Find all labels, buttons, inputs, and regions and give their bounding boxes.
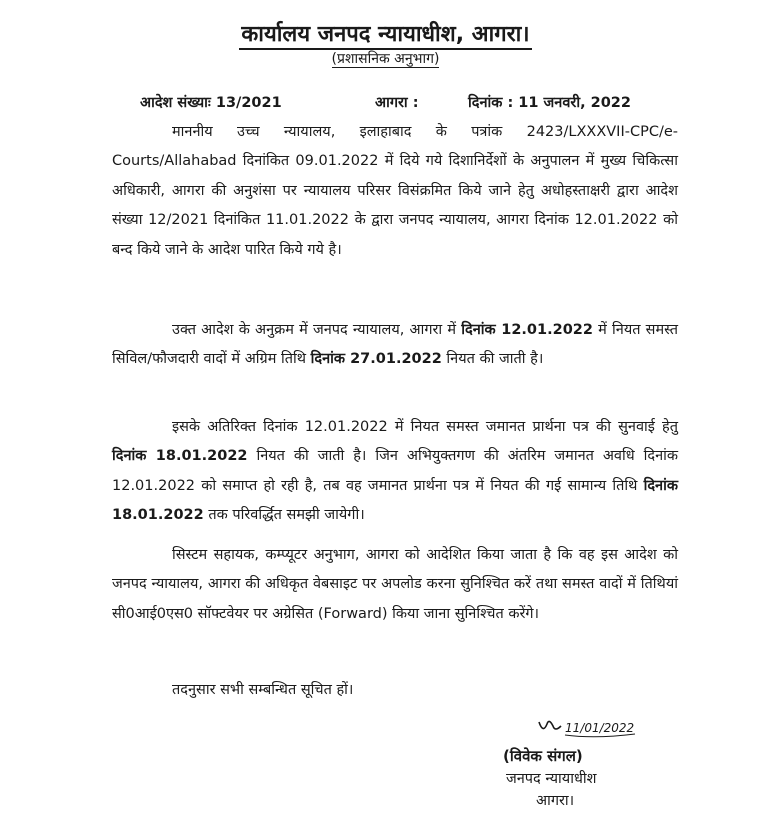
order-date: दिनांक : 11 जनवरी, 2022 [468,95,631,111]
date-highlight: दिनांक 18.01.2022 [112,448,248,465]
date-highlight: दिनांक 27.01.2022 [310,351,442,368]
order-place: आगरा : [375,95,419,111]
paragraph-3: इसके अतिरिक्त दिनांक 12.01.2022 में नियत समस्त जमानत प्रार्थना पत्र की सुनवाई हेतु दिनांक 18.01.2022 नियत की जाती है। जिन अभियुक्तगण की अंतरिम जमानत अवधि दिनांक 12.01.2022 को समाप्त हो रही है, तब वह जमानत प्रार्थना पत्र में नियत की गई सामान्य तिथि दिनांक 18.01.2022 तक परिवर्द्धित समझी जायेगी। [112,419,679,524]
section-subtitle: (प्रशासनिक अनुभाग) [331,51,440,67]
svg-text:11/01/2022: 11/01/2022 [565,721,635,735]
paragraph-4: सिस्टम सहायक, कम्प्यूटर अनुभाग, आगरा को आदेशित किया जाता है कि वह इस आदेश को जनपद न्यायालय, आगरा की अधिकृत वेबसाइट पर अपलोड करना सुनिश्चित करें तथा समस्त वादों में तिथियां सी0आई0एस0 सॉफ्टवेयर पर अग्रेसित (Forward) किया जाना सुनिश्चित करेंगे। [112,547,678,622]
signatory-place: आगरा। [536,793,575,809]
date-highlight: दिनांक 18.01.2022 [112,477,678,524]
signatory-name: (विवेक संगल) [503,747,583,765]
office-title: कार्यालय जनपद न्यायाधीश, आगरा। [0,18,771,48]
order-number: आदेश संख्याः 13/2021 [140,95,282,111]
signatory-designation: जनपद न्यायाधीश [506,771,597,787]
date-highlight: दिनांक 12.01.2022 [461,322,593,338]
paragraph-5: तदनुसार सभी सम्बन्धित सूचित हों। [172,682,354,698]
paragraph-1: माननीय उच्च न्यायालय, इलाहाबाद के पत्रांक 2423/LXXXVII-CPC/e-Courts/Allahabad दिनांकित 09.01.2022 में दिये गये दिशानिर्देशों के अनुपालन में मुख्य चिकित्सा अधिकारी, आगरा की अनुशंसा पर न्यायालय परिसर विसंक्रमित किये जाने हेतु अधोहस्ताक्षरी द्वारा आदेश संख्या 12/2021 दिनांकित 11.01.2022 के द्वारा जनपद न्यायालय, आगरा दिनांक 12.01.2022 को बन्द किये जाने के आदेश पारित किये गये है। [112,124,678,258]
handwritten-signature [535,712,645,742]
paragraph-2: उक्त आदेश के अनुक्रम में जनपद न्यायालय, आगरा में दिनांक 12.01.2022 में नियत समस्त सिविल/फौजदारी वादों में अग्रिम तिथि दिनांक 27.01.2022 नियत की जाती है। [112,322,679,368]
